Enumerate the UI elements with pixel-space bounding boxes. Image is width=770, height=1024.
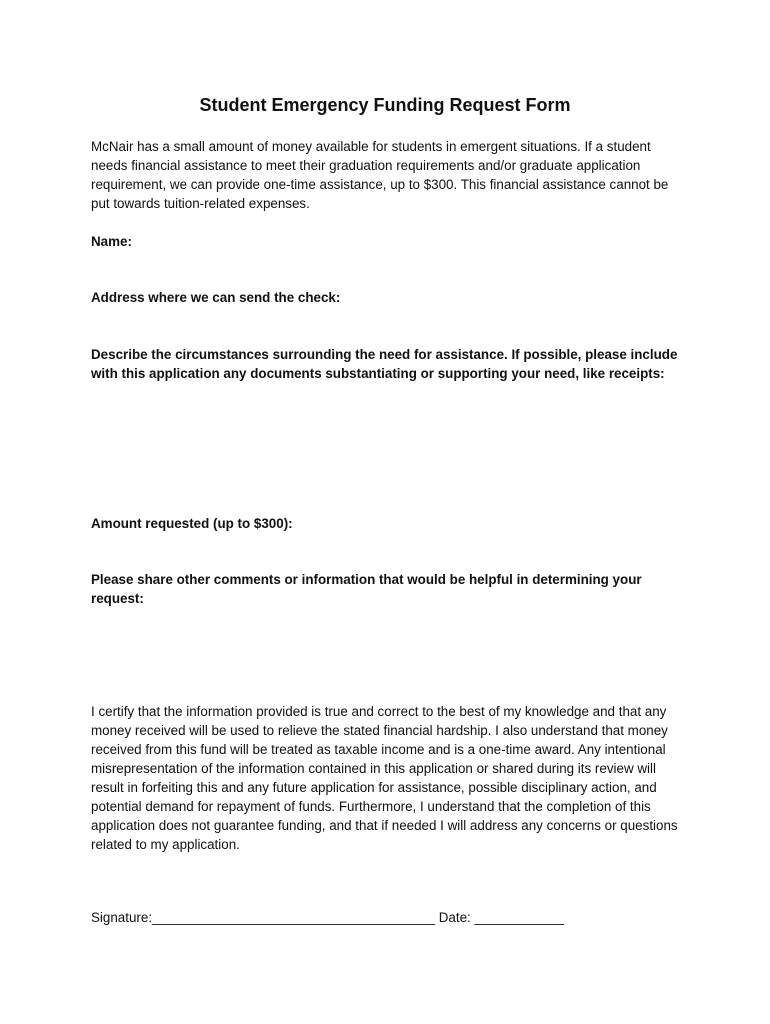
certification-paragraph: I certify that the information provided is true and correct to the best of my knowledge and that any money received will be used to relieve the stated financial hardship. I also understand that money received from this fund will be treated as taxable income and is a one-time award. Any intentional misrepresentation of the information contained in this application or shared during its review will result in forfeiting this and any future application for assistance, possible disciplinary action, and potential demand for repayment of funds. Furthermore, I understand that the completion of this application does not guarantee funding, and that if needed I will address any concerns or questions related to my application.: [91, 704, 678, 852]
amount-requested-label: Amount requested (up to $300):: [91, 516, 293, 531]
name-label: Name:: [91, 234, 132, 249]
comments-label: Please share other comments or information that would be helpful in determining your request:: [91, 572, 642, 606]
signature-date-line: Signature:______________________________________ Date: ____________: [91, 910, 564, 925]
describe-circumstances-label: Describe the circumstances surrounding the need for assistance. If possible, please include with this application any documents substantiating or supporting your need, like receipts:: [91, 347, 678, 381]
form-title: Student Emergency Funding Request Form: [199, 95, 571, 115]
address-label: Address where we can send the check:: [91, 290, 341, 305]
intro-paragraph: McNair has a small amount of money available for students in emergent situations. If a student needs financial assistance to meet their graduation requirements and/or graduate application requirement, we can provide one-time assistance, up to $300. This financial assistance cannot be put towards tuition-related expenses.: [91, 139, 669, 211]
